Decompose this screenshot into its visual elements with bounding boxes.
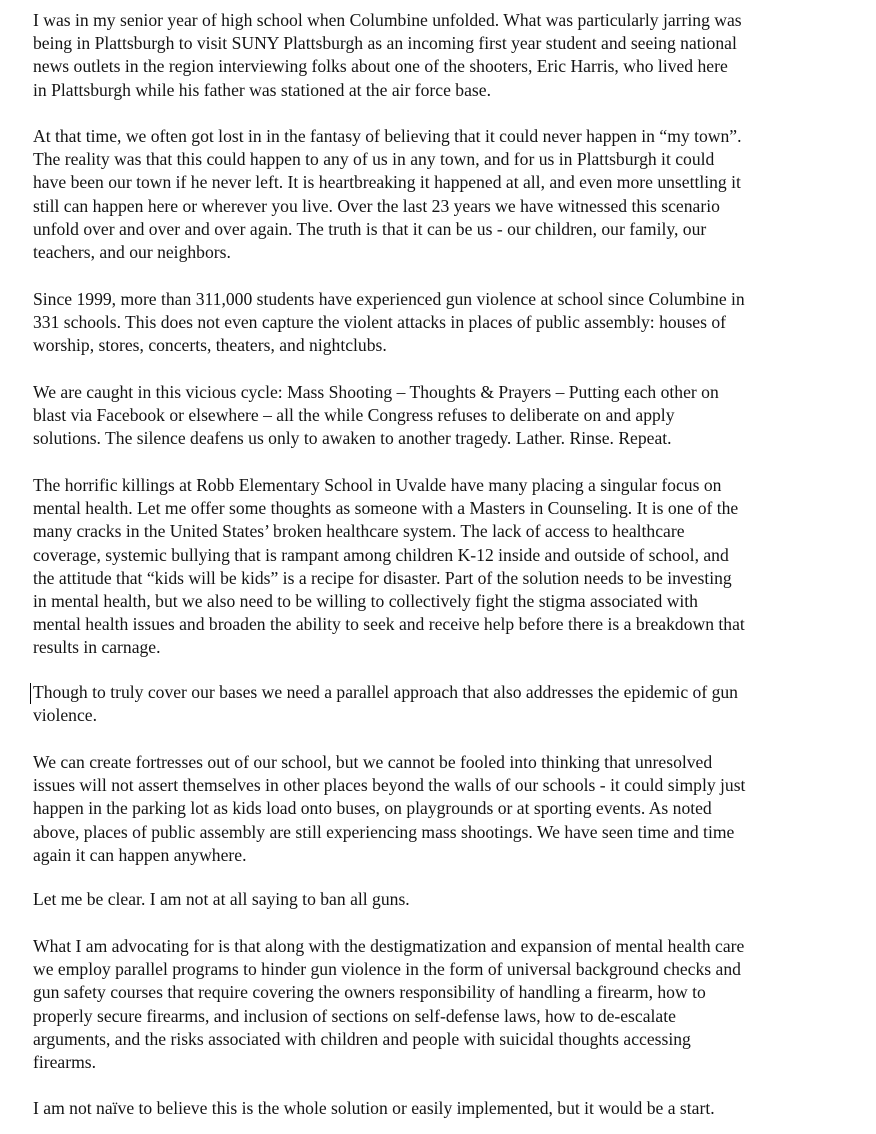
text-line: issues will not assert themselves in other places beyond the walls of our schools - it could simply just: [33, 775, 746, 796]
paragraph-advocating: [33, 935, 853, 1074]
paragraph-my-town: [33, 125, 853, 264]
paragraph-columbine-memory: [33, 9, 853, 102]
text-line: teachers, and our neighbors.: [33, 242, 231, 263]
text-line: I was in my senior year of high school when Columbine unfolded. What was particularly jarring was: [33, 10, 742, 30]
text-line: the attitude that “kids will be kids” is a recipe for disaster. Part of the solution needs to be investing: [33, 567, 732, 588]
text-line: have been our town if he never left. It is heartbreaking it happened at all, and even more unsettling it: [33, 172, 741, 193]
text-line: arguments, and the risks associated with children and people with suicidal thoughts accessing: [33, 1028, 691, 1049]
paragraph-statistics: [33, 288, 853, 358]
text-line: properly secure firearms, and inclusion of sections on self-defense laws, how to de-escalate: [33, 1005, 676, 1026]
text-line: happen in the parking lot as kids load onto buses, on playgrounds or at sporting events. As noted: [33, 798, 712, 819]
text-line: worship, stores, concerts, theaters, and nightclubs.: [33, 335, 387, 356]
text-line: coverage, systemic bullying that is rampant among children K-12 inside and outside of school, and: [33, 544, 729, 565]
text-line: mental health issues and broaden the ability to seek and receive help before there is a breakdown that: [33, 614, 745, 635]
paragraph-mental-health: [33, 474, 853, 660]
text-line: again it can happen anywhere.: [33, 844, 247, 865]
paragraph-be-clear: [33, 888, 853, 911]
text-line: many cracks in the United States’ broken healthcare system. The lack of access to healthcare: [33, 521, 685, 542]
text-line: still can happen here or wherever you live. Over the last 23 years we have witnessed this scenario: [33, 195, 720, 216]
text-line: gun safety courses that require covering the owners responsibility of handling a firearm, how to: [33, 982, 706, 1003]
text-line: solutions. The silence deafens us only to awaken to another tragedy. Lather. Rinse. Repeat.: [33, 428, 672, 449]
text-line: We are caught in this vicious cycle: Mass Shooting – Thoughts & Prayers – Putting each other on: [33, 382, 719, 402]
text-line: 331 schools. This does not even capture the violent attacks in places of public assembly: houses of: [33, 312, 727, 333]
text-line: firearms.: [33, 1052, 97, 1073]
text-line: I am not naïve to believe this is the whole solution or easily implemented, but it would be a start.: [33, 1098, 715, 1118]
text-cursor: [30, 683, 31, 704]
text-line: Since 1999, more than 311,000 students have experienced gun violence at school since Columbine in: [33, 289, 745, 309]
text-line: unfold over and over and over again. The truth is that it can be us - our children, our family, our: [33, 218, 707, 239]
text-line: violence.: [33, 705, 97, 726]
text-line: The reality was that this could happen to any of us in any town, and for us in Plattsburgh it could: [33, 149, 715, 170]
text-line: At that time, we often got lost in in the fantasy of believing that it could never happen in “my town”.: [33, 126, 742, 146]
text-line: mental health. Let me offer some thoughts as someone with a Masters in Counseling. It is one of the: [33, 498, 739, 519]
text-line: The horrific killings at Robb Elementary School in Uvalde have many placing a singular focus on: [33, 475, 722, 495]
text-line: results in carnage.: [33, 637, 161, 658]
text-line: blast via Facebook or elsewhere – all the while Congress refuses to deliberate on and apply: [33, 405, 675, 426]
text-line: Let me be clear. I am not at all saying to ban all guns.: [33, 889, 410, 909]
paragraph-parallel-approach: [33, 681, 853, 727]
text-line: above, places of public assembly are still experiencing mass shootings. We have seen time and time: [33, 821, 735, 842]
text-line: we employ parallel programs to hinder gun violence in the form of universal background checks and: [33, 959, 741, 980]
paragraph-fortresses: [33, 751, 853, 867]
text-line: being in Plattsburgh to visit SUNY Plattsburgh as an incoming first year student and seeing national: [33, 33, 737, 54]
text-line: Though to truly cover our bases we need a parallel approach that also addresses the epidemic of gun: [33, 682, 738, 702]
text-line: in Plattsburgh while his father was stationed at the air force base.: [33, 79, 491, 100]
text-line: We can create fortresses out of our school, but we cannot be fooled into thinking that unresolved: [33, 752, 713, 772]
text-line: What I am advocating for is that along with the destigmatization and expansion of mental health care: [33, 936, 745, 956]
paragraph-conclusion: [33, 1097, 853, 1120]
text-line: news outlets in the region interviewing folks about one of the shooters, Eric Harris, who lived here: [33, 56, 728, 77]
text-line: in mental health, but we also need to be willing to collectively fight the stigma associated with: [33, 591, 698, 612]
paragraph-vicious-cycle: [33, 381, 853, 451]
